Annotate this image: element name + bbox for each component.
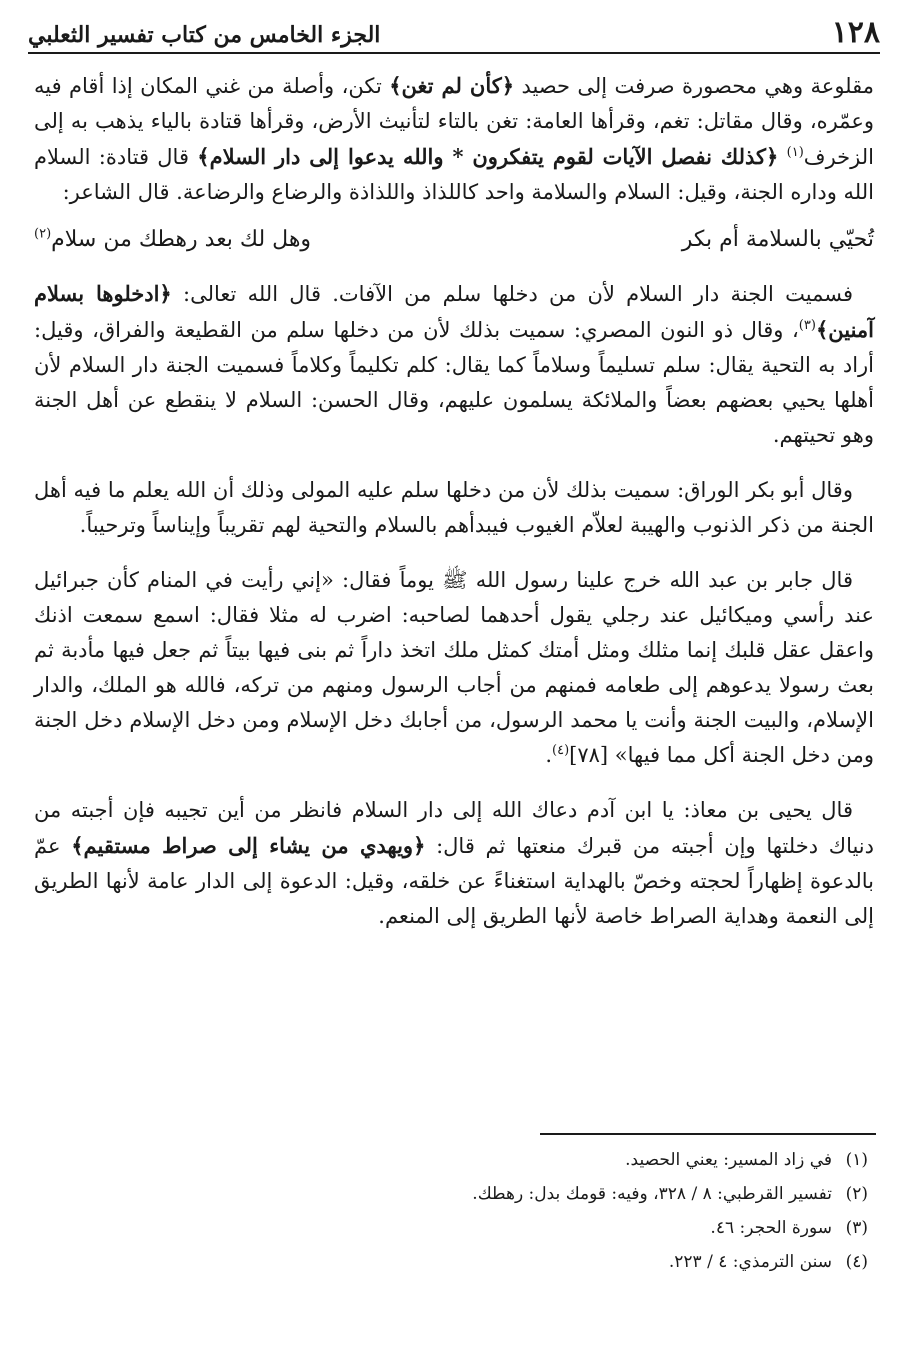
- quran-quote: ﴿ويهدي من يشاء إلى صراط مستقيم﴾: [71, 833, 426, 858]
- quran-quote: ﴿كذلك نفصل الآيات لقوم يتفكرون * والله يدعوا إلى دار السلام﴾: [197, 144, 779, 169]
- text-run: قال قتادة: السلام الله وداره الجنة، وقيل: السلام والسلامة واحد كاللذاذ واللذاذة والرضاع والرضاعة. قال الشاعر:: [34, 145, 874, 204]
- text-run: مقلوعة وهي محصورة صرفت إلى حصيد: [514, 74, 874, 98]
- page-header: [28, 14, 880, 54]
- text-run: فسميت الجنة دار السلام لأن من دخلها سلم من الآفات. قال الله تعالى:: [171, 282, 854, 306]
- text-run: تكن، وأصلة من غني المكان إذا أقام فيه وعمّره، وقال مقاتل: تغم، وقرأها العامة: تغن بالتاء لتأنيث الأرض، وقرأها قتادة بالياء يذهب به إلى الزخرف: [34, 74, 874, 169]
- page-number: ١٢٨: [831, 15, 880, 50]
- text-run: قال يحيى بن معاذ: يا ابن آدم دعاك الله إلى دار السلام فانظر من أين تجيبه فإن أجبته من دنياك دخلتها وإن أجبته من قبرك منعتها ثم قال:: [34, 798, 874, 858]
- footnote-item: [40, 1245, 868, 1279]
- paragraph-1: [34, 68, 874, 210]
- footnote-item: [40, 1143, 868, 1177]
- footnote-number: (٣): [845, 1218, 868, 1238]
- paragraph-5: [34, 793, 874, 934]
- text-run: ، وقال ذو النون المصري: سميت بذلك لأن من دخلها سلم من القطيعة والفراق، وقيل: أراد به التحية يقال: سلم تسليماً وسلاماً كما يقال: كلم تكليماً وكلاماً فسميت الجنة دار السلام لأن أهلها يحيي بعضهم بعضاً والملائكة يسلمون عليهم، وقال الحسن: السلام لا ينقطع عن أهل الجنة وهو تحيتهم.: [34, 318, 874, 447]
- footnotes: [40, 1143, 868, 1279]
- verse-second-hemistich: [34, 222, 311, 257]
- paragraph-4: [34, 563, 874, 773]
- footnote-ref: (٢): [34, 226, 52, 242]
- main-text: [34, 68, 874, 934]
- paragraph-3: [34, 473, 874, 543]
- verse-text: وهل لك بعد رهطك من سلام: [51, 226, 312, 252]
- footnote-text: تفسير القرطبي: ٨ / ٣٢٨، وفيه: قومك بدل: رهطك.: [472, 1184, 832, 1204]
- footnote-number: (١): [845, 1150, 868, 1170]
- quran-quote: ﴿ادخلوها بسلام آمنين﴾: [34, 281, 874, 342]
- text-run: عمّ بالدعوة إظهاراً لحجته وخصّ بالهداية استغناءً عن خلقه، وقيل: الدعوة إلى الدار عامة لأنها الطريق إلى النعمة وهداية الصراط خاصة لأنها الطريق إلى المنعم.: [34, 834, 874, 928]
- text-run: وقال أبو بكر الوراق: سميت بذلك لأن من دخلها سلم عليه المولى وذلك أن الله يعلم ما فيه أهل الجنة من ذكر الذنوب والهيبة لعلاّم الغيوب فيبدأهم بالسلام والتحية لهم تقريباً وإيناساً وترحيباً.: [34, 478, 874, 537]
- poetry-verse: [34, 218, 874, 260]
- text-run: [778, 145, 786, 169]
- paragraph-2: [34, 276, 874, 453]
- footnote-ref: (٣): [798, 318, 816, 333]
- footnote-text: سنن الترمذي: ٤ / ٢٢٣.: [668, 1252, 832, 1272]
- text-run: .: [545, 743, 553, 767]
- footnote-divider: [540, 1133, 876, 1135]
- footnote-number: (٤): [845, 1252, 868, 1272]
- quran-quote: ﴿كأن لم تغن﴾: [389, 73, 515, 98]
- footnote-number: (٢): [845, 1184, 868, 1204]
- footnote-text: سورة الحجر: ٤٦.: [710, 1218, 832, 1238]
- footnote-item: [40, 1211, 868, 1245]
- verse-first-hemistich: تُحيّي بالسلامة أم بكر: [681, 226, 874, 252]
- footnote-item: [40, 1177, 868, 1211]
- footnote-text: في زاد المسير: يعني الحصيد.: [625, 1150, 832, 1170]
- footnote-ref: (٤): [552, 743, 570, 758]
- footnote-ref: (١): [786, 145, 804, 160]
- text-run: قال جابر بن عبد الله خرج علينا رسول الله ﷺ يوماً فقال: «إني رأيت في المنام كأن جبرائيل عند رأسي وميكائيل عند رجلي يقول أحدهما لصاحبه: اضرب له مثلا فقال: اسمع سمعت اذنك واعقل عقل قلبك إنما مثلك ومثل أمتك كمثل ملك اتخذ داراً ثم بنى فيها بيتاً ثم جعل فيها مأدبة ثم بعث رسولا يدعوهم إلى طعامه فمنهم من أجاب الرسول ومنهم من تركه، فالله هو الملك، والدار الإسلام، والبيت الجنة وأنت يا محمد الرسول، من أجابك دخل الإسلام ومن دخل الإسلام دخل الجنة ومن دخل الجنة أكل مما فيها» [٧٨]: [34, 568, 874, 767]
- book-title: الجزء الخامس من كتاب تفسير الثعلبي: [28, 22, 381, 48]
